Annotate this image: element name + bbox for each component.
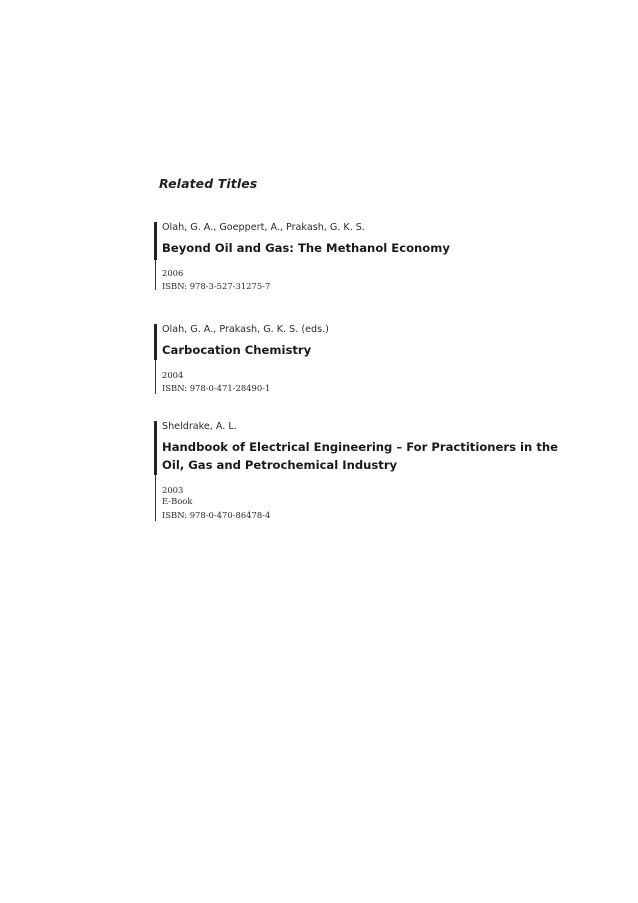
related-title-entry xyxy=(148,417,568,523)
entry-isbn: ISBN: 978-0-470-86478-4 xyxy=(162,510,271,520)
entry-title-line-2: Oil, Gas and Petrochemical Industry xyxy=(162,458,398,472)
entry-authors: Olah, G. A., Prakash, G. K. S. (eds.) xyxy=(162,324,329,335)
entry-rule xyxy=(155,260,156,290)
entry-year: 2004 xyxy=(162,370,184,380)
related-titles-heading: Related Titles xyxy=(159,176,258,191)
entry-marker-bar xyxy=(154,222,157,260)
entry-year: 2003 xyxy=(162,485,184,495)
entry-year: 2006 xyxy=(162,268,184,278)
entry-rule xyxy=(155,360,156,394)
entry-authors: Sheldrake, A. L. xyxy=(162,421,237,432)
entry-title-line-1: Handbook of Electrical Engineering – For Practitioners in the xyxy=(162,440,558,454)
entry-title: Beyond Oil and Gas: The Methanol Economy xyxy=(162,241,450,255)
entry-format: E-Book xyxy=(162,496,193,506)
entry-title: Carbocation Chemistry xyxy=(162,343,312,357)
entry-marker-bar xyxy=(154,324,157,360)
entry-isbn: ISBN: 978-0-471-28490-1 xyxy=(162,383,271,393)
entry-isbn: ISBN: 978-3-527-31275-7 xyxy=(162,281,271,291)
entry-authors: Olah, G. A., Goeppert, A., Prakash, G. K. S. xyxy=(162,222,365,233)
entry-marker-bar xyxy=(154,421,157,475)
related-title-entry xyxy=(148,320,568,396)
related-title-entry xyxy=(148,218,568,292)
entry-rule xyxy=(155,475,156,521)
